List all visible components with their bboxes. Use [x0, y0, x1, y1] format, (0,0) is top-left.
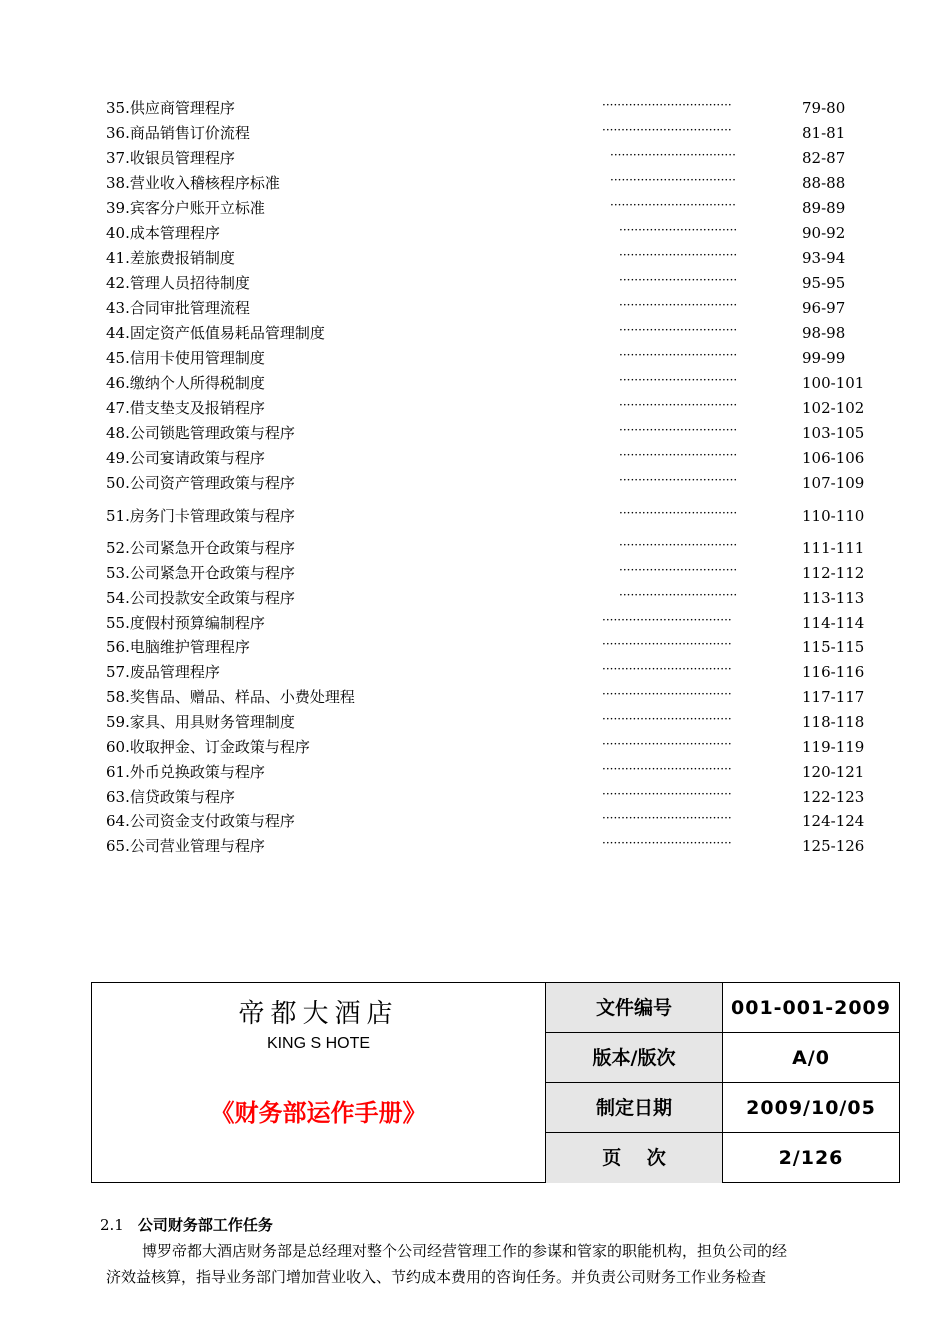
toc-entry	[0, 586, 950, 610]
toc-leader-dots: ··································	[602, 737, 732, 751]
toc-entry-pages: 90-92	[802, 224, 846, 242]
toc-entry	[0, 785, 950, 809]
toc-entry	[0, 146, 950, 170]
toc-entry-pages: 125-126	[802, 837, 865, 855]
toc-entry-title: 50.公司资产管理政策与程序	[106, 474, 295, 492]
toc-entry	[0, 421, 950, 445]
manual-title: 《财务部运作手册》	[210, 1099, 427, 1127]
toc-entry	[0, 809, 950, 833]
toc-entry-pages: 79-80	[802, 99, 846, 117]
toc-leader-dots: ··································	[602, 613, 732, 627]
toc-leader-dots: ·································	[610, 173, 736, 187]
toc-entry-title: 51.房务门卡管理政策与程序	[106, 507, 295, 525]
toc-entry-title: 41.差旅费报销制度	[106, 249, 235, 267]
toc-entry-pages: 107-109	[802, 474, 865, 492]
toc-entry	[0, 396, 950, 420]
toc-entry-title: 56.电脑维护管理程序	[106, 638, 250, 656]
toc-leader-dots: ··································	[602, 637, 732, 651]
toc-leader-dots: ·······························	[619, 448, 738, 462]
toc-entry-pages: 124-124	[802, 812, 865, 830]
toc-entry-title: 48.公司锁匙管理政策与程序	[106, 424, 295, 442]
toc-entry	[0, 834, 950, 858]
header-row-doc-number	[546, 983, 899, 1033]
toc-entry-pages: 120-121	[802, 763, 865, 781]
toc-entry-title: 54.公司投款安全政策与程序	[106, 589, 295, 607]
toc-entry-title: 37.收银员管理程序	[106, 149, 235, 167]
toc-entry-pages: 82-87	[802, 149, 846, 167]
toc-entry	[0, 504, 950, 528]
toc-entry	[0, 171, 950, 195]
toc-entry-title: 65.公司营业管理与程序	[106, 837, 265, 855]
toc-leader-dots: ··································	[602, 98, 732, 112]
toc-entry-title: 59.家具、用具财务管理制度	[106, 713, 295, 731]
toc-entry-title: 53.公司紧急开仓政策与程序	[106, 564, 295, 582]
hotel-name: 帝都大酒店	[238, 999, 399, 1029]
toc-entry-pages: 106-106	[802, 449, 865, 467]
toc-entry-title: 46.缴纳个人所得税制度	[106, 374, 265, 392]
toc-entry	[0, 346, 950, 370]
toc-entry	[0, 371, 950, 395]
toc-entry-pages: 111-111	[802, 539, 865, 557]
toc-entry-title: 47.借支垫支及报销程序	[106, 399, 265, 417]
header-label: 制定日期	[546, 1083, 723, 1132]
hotel-name-english: KING S HOTE	[266, 1035, 371, 1052]
toc-entry	[0, 561, 950, 585]
toc-leader-dots: ·······························	[619, 298, 738, 312]
toc-entry-title: 38.营业收入稽核程序标准	[106, 174, 280, 192]
toc-leader-dots: ·······························	[619, 348, 738, 362]
toc-entry-pages: 102-102	[802, 399, 865, 417]
header-row-date	[546, 1083, 899, 1133]
toc-entry-title: 39.宾客分户账开立标准	[106, 199, 265, 217]
toc-entry	[0, 246, 950, 270]
toc-leader-dots: ·······························	[619, 223, 738, 237]
toc-leader-dots: ·······························	[619, 563, 738, 577]
toc-entry	[0, 196, 950, 220]
toc-entry-title: 55.度假村预算编制程序	[106, 614, 265, 632]
toc-entry-pages: 118-118	[802, 713, 865, 731]
toc-leader-dots: ·······························	[619, 538, 738, 552]
header-value: 001-001-2009	[731, 997, 891, 1019]
toc-entry	[0, 735, 950, 759]
header-row-page	[546, 1133, 899, 1183]
toc-entry	[0, 635, 950, 659]
toc-entry-pages: 96-97	[802, 299, 846, 317]
toc-entry	[0, 760, 950, 784]
toc-entry	[0, 96, 950, 120]
toc-entry-title: 44.固定资产低值易耗品管理制度	[106, 324, 325, 342]
toc-entry-pages: 81-81	[802, 124, 846, 142]
toc-leader-dots: ··································	[602, 712, 732, 726]
toc-leader-dots: ·······························	[619, 373, 738, 387]
section-heading	[100, 1214, 273, 1235]
toc-leader-dots: ··································	[602, 787, 732, 801]
toc-entry-pages: 115-115	[802, 638, 865, 656]
toc-entry-pages: 98-98	[802, 324, 846, 342]
toc-leader-dots: ··································	[602, 662, 732, 676]
toc-entry-title: 36.商品销售订价流程	[106, 124, 250, 142]
header-value: A/0	[792, 1047, 830, 1069]
section-title: 公司财务部工作任务	[137, 1216, 273, 1234]
header-label: 版本/版次	[546, 1033, 723, 1082]
toc-entry-pages: 114-114	[802, 614, 865, 632]
toc-entry	[0, 296, 950, 320]
toc-entry-title: 57.废品管理程序	[106, 663, 220, 681]
toc-entry-title: 63.信贷政策与程序	[106, 788, 235, 806]
toc-entry-title: 40.成本管理程序	[106, 224, 220, 242]
toc-entry-pages: 116-116	[802, 663, 865, 681]
toc-entry-title: 45.信用卡使用管理制度	[106, 349, 265, 367]
toc-entry-pages: 113-113	[802, 589, 865, 607]
toc-leader-dots: ·······························	[619, 423, 738, 437]
toc-entry	[0, 121, 950, 145]
toc-entry	[0, 446, 950, 470]
toc-leader-dots: ·································	[610, 148, 736, 162]
toc-entry-title: 43.合同审批管理流程	[106, 299, 250, 317]
toc-leader-dots: ·······························	[619, 248, 738, 262]
section-number: 2.1	[100, 1216, 124, 1234]
header-title-cell	[92, 983, 546, 1182]
toc-leader-dots: ·······························	[619, 588, 738, 602]
toc-entry	[0, 710, 950, 734]
toc-entry-title: 61.外币兑换政策与程序	[106, 763, 265, 781]
toc-entry-title: 49.公司宴请政策与程序	[106, 449, 265, 467]
toc-leader-dots: ·······························	[619, 506, 738, 520]
toc-entry	[0, 536, 950, 560]
toc-leader-dots: ·······························	[619, 323, 738, 337]
toc-entry-pages: 117-117	[802, 688, 865, 706]
toc-entry-pages: 119-119	[802, 738, 865, 756]
toc-entry-pages: 88-88	[802, 174, 846, 192]
toc-entry-title: 64.公司资金支付政策与程序	[106, 812, 295, 830]
toc-entry-pages: 95-95	[802, 274, 846, 292]
toc-leader-dots: ·······························	[619, 473, 738, 487]
document-header-table	[91, 982, 900, 1183]
toc-entry-pages: 122-123	[802, 788, 865, 806]
toc-entry-title: 60.收取押金、订金政策与程序	[106, 738, 310, 756]
toc-entry-pages: 103-105	[802, 424, 865, 442]
toc-entry	[0, 660, 950, 684]
toc-leader-dots: ·······························	[619, 273, 738, 287]
toc-leader-dots: ··································	[602, 762, 732, 776]
toc-entry	[0, 611, 950, 635]
toc-entry-title: 42.管理人员招待制度	[106, 274, 250, 292]
header-value: 2009/10/05	[746, 1097, 876, 1119]
toc-leader-dots: ··································	[602, 836, 732, 850]
toc-entry	[0, 321, 950, 345]
paragraph-line: 博罗帝都大酒店财务部是总经理对整个公司经营管理工作的参谋和管家的职能机构，担负公司的经	[142, 1242, 788, 1260]
toc-entry-title: 35.供应商管理程序	[106, 99, 235, 117]
header-row-version	[546, 1033, 899, 1083]
toc-entry-pages: 89-89	[802, 199, 846, 217]
header-label: 页 次	[546, 1133, 723, 1183]
header-value: 2/126	[778, 1147, 844, 1169]
header-label: 文件编号	[546, 983, 723, 1032]
toc-leader-dots: ·······························	[619, 398, 738, 412]
toc-leader-dots: ··································	[602, 687, 732, 701]
toc-entry	[0, 685, 950, 709]
toc-entry	[0, 271, 950, 295]
toc-leader-dots: ··································	[602, 123, 732, 137]
toc-entry-title: 58.奖售品、赠品、样品、小费处理程	[106, 688, 355, 706]
toc-entry-pages: 100-101	[802, 374, 865, 392]
toc-leader-dots: ··································	[602, 811, 732, 825]
toc-entry-pages: 112-112	[802, 564, 865, 582]
toc-entry-pages: 93-94	[802, 249, 846, 267]
toc-leader-dots: ·································	[610, 198, 736, 212]
toc-entry	[0, 471, 950, 495]
paragraph-line: 济效益核算，指导业务部门增加营业收入、节约成本费用的咨询任务。并负责公司财务工作业务检查	[106, 1268, 767, 1286]
toc-entry-pages: 99-99	[802, 349, 846, 367]
toc-entry-title: 52.公司紧急开仓政策与程序	[106, 539, 295, 557]
toc-entry-pages: 110-110	[802, 507, 865, 525]
toc-entry	[0, 221, 950, 245]
